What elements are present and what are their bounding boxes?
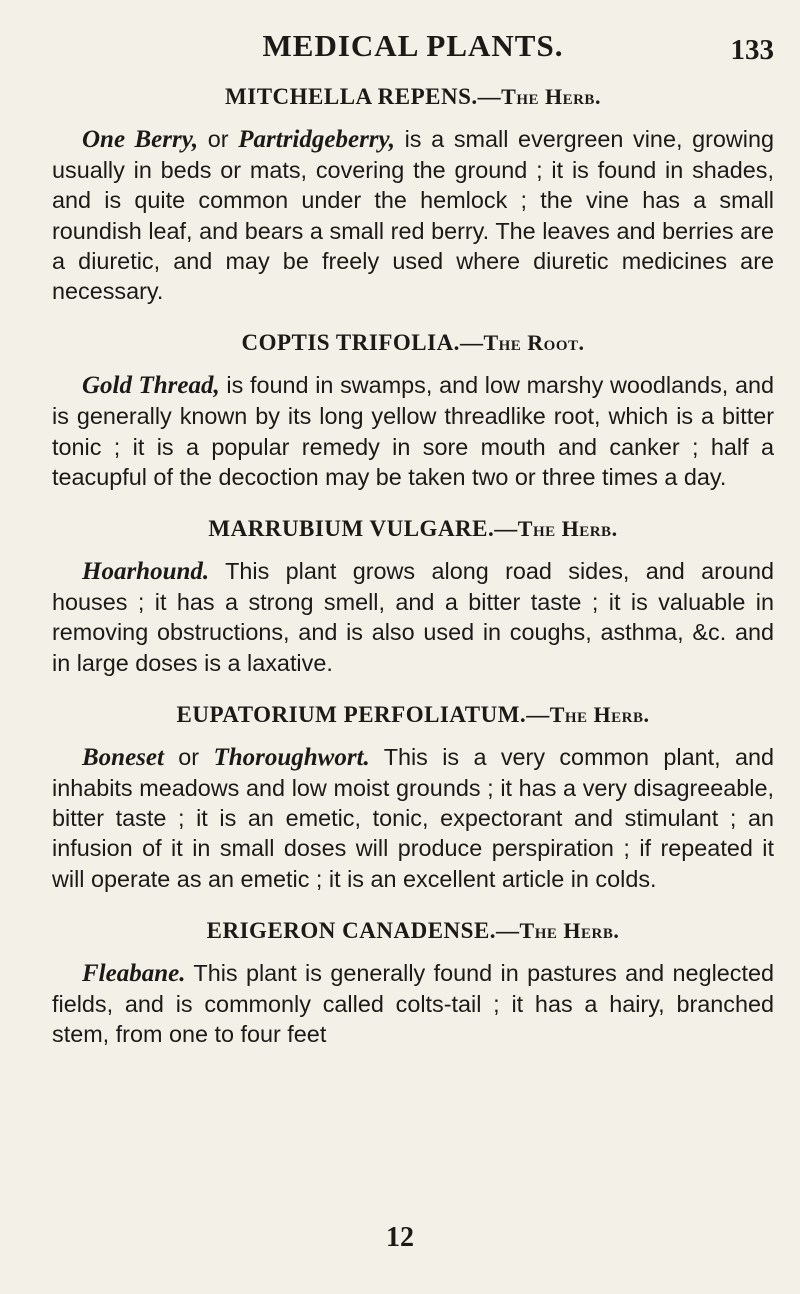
entry-marrubium-vulgare <box>52 514 774 678</box>
latin-name: MARRUBIUM VULGARE. <box>208 516 495 542</box>
common-name-alt: Thoroughwort. <box>213 743 370 771</box>
latin-name: EUPATORIUM PERFOLIATUM. <box>176 701 527 727</box>
heading-dash: — <box>526 701 550 727</box>
running-title: MEDICAL PLANTS. <box>262 28 564 63</box>
running-head <box>52 28 774 64</box>
entry-eupatorium-perfoliatum <box>52 700 774 894</box>
body-text: This plant is generally found in pastures and neglected fields, and is commonly called colts-tail ; it has a hairy, branched stem, from one to four feet <box>52 959 774 1048</box>
body-text: or <box>163 743 214 770</box>
entry-body <box>52 370 774 492</box>
latin-name: ERIGERON CANADENSE. <box>206 917 497 943</box>
heading-dash: — <box>459 330 484 356</box>
heading-dash: — <box>477 84 502 109</box>
entry-body <box>52 742 774 894</box>
common-name: Boneset <box>82 743 164 771</box>
entry-heading <box>52 514 774 544</box>
body-text: is found in swamps, and low marshy woodlands, and is generally known by its long yellow threadlike root, which is a bitter tonic ; it is a popular remedy in sore mouth and canker ; half a teacupful of the decoction may be taken two or three times a day. <box>52 372 775 490</box>
plant-part-label: The Herb. <box>517 516 618 542</box>
common-name: One Berry, <box>82 126 199 153</box>
body-text: This plant grows along road sides, and around houses ; it has a strong smell, and a bitter taste ; it is valuable in removing obstructions, and is also used in coughs, asthma, &c. and in large doses is a laxative. <box>52 558 774 676</box>
page-number: 133 <box>730 34 774 66</box>
plant-part-label: The Root. <box>483 330 585 356</box>
heading-dash: — <box>496 917 520 943</box>
entry-mitchella-repens <box>52 82 774 306</box>
common-name: Hoarhound. <box>82 558 210 586</box>
latin-name: COPTIS TRIFOLIA. <box>241 330 460 356</box>
body-text: or <box>198 126 239 152</box>
entry-coptis-trifolia <box>52 328 774 492</box>
entry-body <box>52 556 774 678</box>
body-text: is a small evergreen vine, growing usually in beds or mats, covering the ground ; it is found in shades, and is quite common under the hemlock ; the vine has a small roundish leaf, and bears a small red berry. The leaves and berries are a diuretic, and may be freely used where diuretic medicines are necessary. <box>52 126 775 305</box>
common-name-alt: Partridgeberry, <box>238 126 395 153</box>
common-name: Fleabane. <box>82 959 186 987</box>
heading-dash: — <box>494 516 518 542</box>
entry-erigeron-canadense <box>52 916 774 1050</box>
entry-heading <box>52 700 774 730</box>
entry-heading <box>52 916 774 946</box>
common-name: Gold Thread, <box>82 372 220 400</box>
signature-mark: 12 <box>386 1222 414 1253</box>
entry-heading <box>52 328 774 358</box>
plant-part-label: The Herb. <box>519 917 620 943</box>
plant-part-label: The Herb. <box>549 701 650 727</box>
body-text: This is a very common plant, and inhabits meadows and low moist grounds ; it has a very disagreeable, bitter taste ; it is an emetic, tonic, expectorant and stimulant ; an infusion of it in small doses will produce perspiration ; if repeated it will operate as an emetic ; it is an excellent article in colds. <box>52 743 774 892</box>
entry-heading <box>52 82 774 112</box>
entry-body <box>52 124 774 306</box>
plant-part-label: The Herb. <box>501 84 601 109</box>
latin-name: MITCHELLA REPENS. <box>225 84 478 109</box>
page-content <box>52 82 774 1049</box>
entry-body <box>52 958 774 1050</box>
